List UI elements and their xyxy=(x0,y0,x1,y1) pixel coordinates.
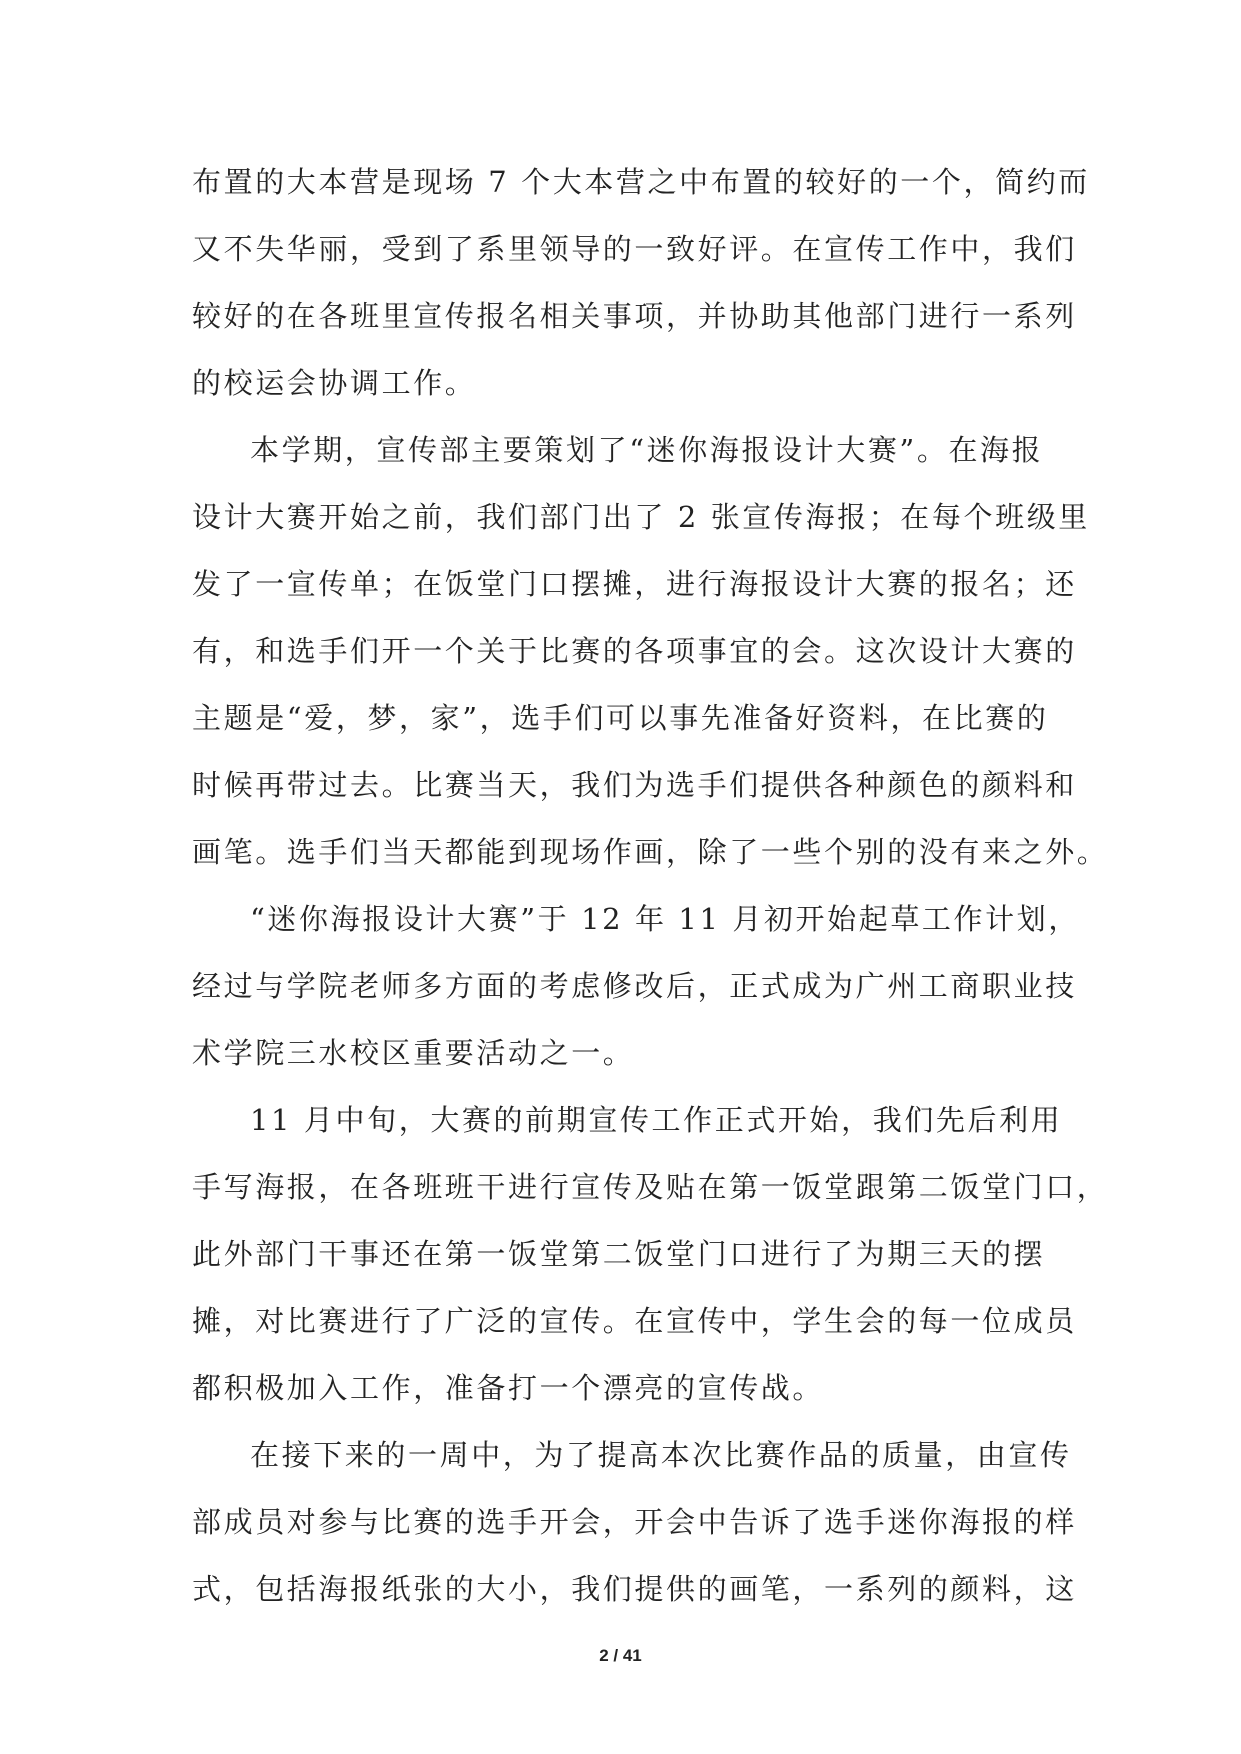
text-line: 的校运会协调工作。 xyxy=(192,366,477,400)
text-line: 设计大赛开始之前，我们部门出了 2 张宣传海报；在每个班级里 xyxy=(192,500,1090,534)
text-line: 式，包括海报纸张的大小，我们提供的画笔，一系列的颜料，这 xyxy=(192,1572,1077,1606)
text-line: 部成员对参与比赛的选手开会，开会中告诉了选手迷你海报的样 xyxy=(192,1505,1077,1539)
text-line: 发了一宣传单；在饭堂门口摆摊，进行海报设计大赛的报名；还 xyxy=(192,567,1077,601)
paragraph-first-line: “迷你海报设计大赛”于 12 年 11 月初开始起草工作计划， xyxy=(250,902,1080,936)
text-line: 布置的大本营是现场 7 个大本营之中布置的较好的一个，简约而 xyxy=(192,165,1090,199)
page-number: 2 / 41 xyxy=(599,1646,642,1665)
paragraph-first-line: 11 月中旬，大赛的前期宣传工作正式开始，我们先后利用 xyxy=(250,1103,1063,1137)
text-line: 主题是“爱，梦，家”，选手们可以事先准备好资料，在比赛的 xyxy=(192,701,1049,735)
text-line: 画笔。选手们当天都能到现场作画，除了一些个别的没有来之外。 xyxy=(192,835,1109,869)
text-line: 时候再带过去。比赛当天，我们为选手们提供各种颜色的颜料和 xyxy=(192,768,1077,802)
text-line: 较好的在各班里宣传报名相关事项，并协助其他部门进行一系列 xyxy=(192,299,1077,333)
text-line: 术学院三水校区重要活动之一。 xyxy=(192,1036,635,1070)
paragraph-first-line: 本学期，宣传部主要策划了“迷你海报设计大赛”。在海报 xyxy=(250,433,1044,467)
text-line: 有，和选手们开一个关于比赛的各项事宜的会。这次设计大赛的 xyxy=(192,634,1077,668)
text-line: 都积极加入工作，准备打一个漂亮的宣传战。 xyxy=(192,1371,825,1405)
text-line: 摊，对比赛进行了广泛的宣传。在宣传中，学生会的每一位成员 xyxy=(192,1304,1077,1338)
text-line: 经过与学院老师多方面的考虑修改后，正式成为广州工商职业技 xyxy=(192,969,1077,1003)
paragraph-first-line: 在接下来的一周中，为了提高本次比赛作品的质量，由宣传 xyxy=(250,1438,1072,1472)
text-line: 又不失华丽，受到了系里领导的一致好评。在宣传工作中，我们 xyxy=(192,232,1077,266)
text-line: 此外部门干事还在第一饭堂第二饭堂门口进行了为期三天的摆 xyxy=(192,1237,1046,1271)
text-line: 手写海报，在各班班干进行宣传及贴在第一饭堂跟第二饭堂门口， xyxy=(192,1170,1109,1204)
